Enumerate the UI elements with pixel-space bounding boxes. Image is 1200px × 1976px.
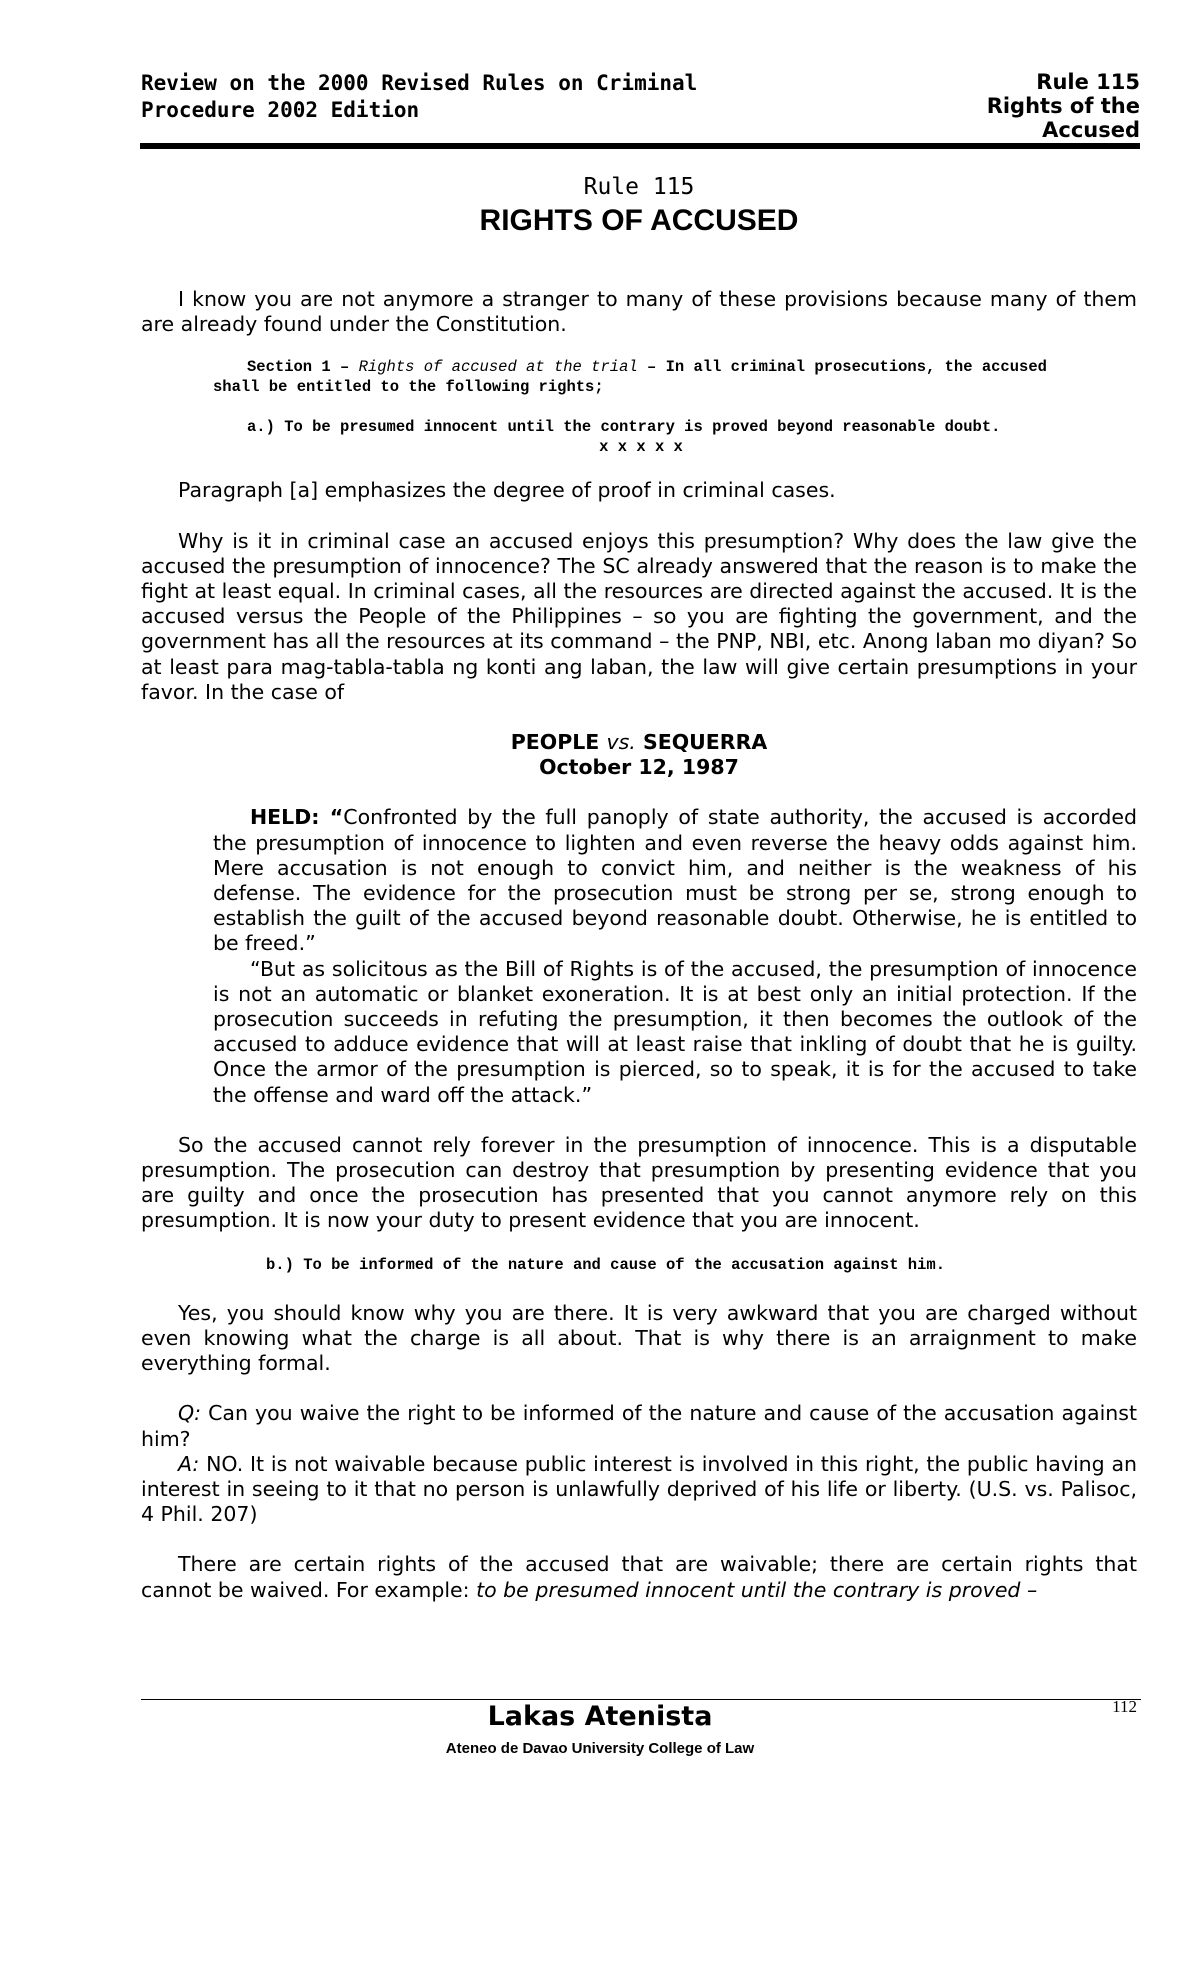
held-quote [141,805,1137,1107]
waivable-text: There are certain rights of the accused that are waivable; there are certain rights that cannot be waived. For example: [141,1552,1137,1602]
section-1-provision [141,357,1069,437]
header-right-line2: Rights of the [986,94,1140,118]
page-number: 112 [1112,1697,1137,1716]
rule-number: Rule 115 [583,174,695,200]
held-text-2: “But as solicitous as the Bill of Rights is of the accused, the presumption of innocence is not an automatic or blanket exoneration. It is at best only an initial protection. If the prosecution succeeds in refuting the presumption, it then becomes the outlook of the accused to adduce evidence that will at least raise that inkling of doubt that he is guilty. Once the armor of the presumption is pierced, so to speak, it is for the accused to take the offense and ward off the attack.” [213,956,1137,1107]
header-right-line1: Rule 115 [1036,70,1140,94]
header-rule [140,143,1140,149]
header-left-line1: Review on the 2000 Revised Rules on Criminal [141,71,698,95]
question-text: Can you waive the right to be informed of the nature and cause of the accusation against him? [141,1401,1137,1451]
case-date: October 12, 1987 [539,755,739,780]
footer-subtitle: Ateneo de Davao University College of Law [445,1740,755,1757]
running-header-left [141,70,697,124]
section-1-title: Rights of accused at the trial [358,358,638,377]
question-answer [141,1401,1137,1527]
held-label: HELD: “ [250,805,344,830]
arraignment-paragraph: Yes, you should know why you are there. It is very awkward that you are charged without even knowing what the charge is all about. That is why there is an arraignment to make everything formal. [141,1300,1137,1376]
case-citation [141,730,1137,780]
header-left-line2: Procedure 2002 Edition [141,98,420,122]
case-vs: vs. [606,730,636,755]
ellipsis-marker: x x x x x [599,438,683,457]
paragraph-a-note: Paragraph [a] emphasizes the degree of proof in criminal cases. [178,478,836,503]
document-body [141,170,1137,1603]
waivable-italic: to be presumed innocent until the contrary is proved – [476,1577,1038,1602]
answer-label: A: [178,1451,200,1476]
case-party-1: PEOPLE [510,730,600,755]
waivable-rights-paragraph [141,1552,1137,1602]
section-1-suffix: – In all criminal prosecutions, the accused shall be entitled to the following rights; [213,358,1047,397]
header-right-line3: Accused [1042,118,1140,142]
item-a: a.) To be presumed innocent until the contrary is proved beyond reasonable doubt. [247,418,1001,437]
case-party-2: SEQUERRA [642,730,768,755]
running-header-right [880,70,1140,142]
footer-title: Lakas Atenista [487,1701,713,1732]
intro-paragraph: I know you are not anymore a stranger to many of these provisions because many of them are already found under the Constitution. [141,287,1137,337]
held-text-1: Confronted by the full panoply of state authority, the accused is accorded the presumption of innocence to lighten and even reverse the heavy odds against him. Mere accusation is not enough to convict him, and neither is the weakness of his defense. The evidence for the prosecution must be strong per se, strong enough to establish the guilt of the accused beyond reasonable doubt. Otherwise, he is entitled to be freed.” [213,805,1137,956]
answer-text: NO. It is not waivable because public interest is involved in this right, the public having an interest in seeing to it that no person is unlawfully deprived of his life or liberty. (U.S. vs. Palisoc, 4 Phil. 207) [141,1451,1137,1527]
presumption-paragraph: Why is it in criminal case an accused enjoys this presumption? Why does the law give the accused the presumption of innocence? The SC already answered that the reason is to make the fight at least equal. In criminal cases, all the resources are directed against the accused. It is the accused versus the People of the Philippines – so you are fighting the government, and the government has all the resources at its command – the PNP, NBI, etc. Anong laban mo diyan? So at least para mag-tabla-tabla ng konti ang laban, the law will give certain presumptions in your favor. In the case of [141,528,1137,704]
rule-title: RIGHTS OF ACCUSED [479,204,799,237]
question-label: Q: [178,1401,202,1426]
rebuttal-paragraph: So the accused cannot rely forever in the presumption of innocence. This is a disputable presumption. The prosecution can destroy that presumption by presenting evidence that you are guilty and once the prosecution has presented that you cannot anymore rely on this presumption. It is now your duty to present evidence that you are innocent. [141,1132,1137,1233]
section-1-prefix: Section 1 – [247,358,359,377]
item-b: b.) To be informed of the nature and cause of the accusation against him. [266,1255,946,1274]
